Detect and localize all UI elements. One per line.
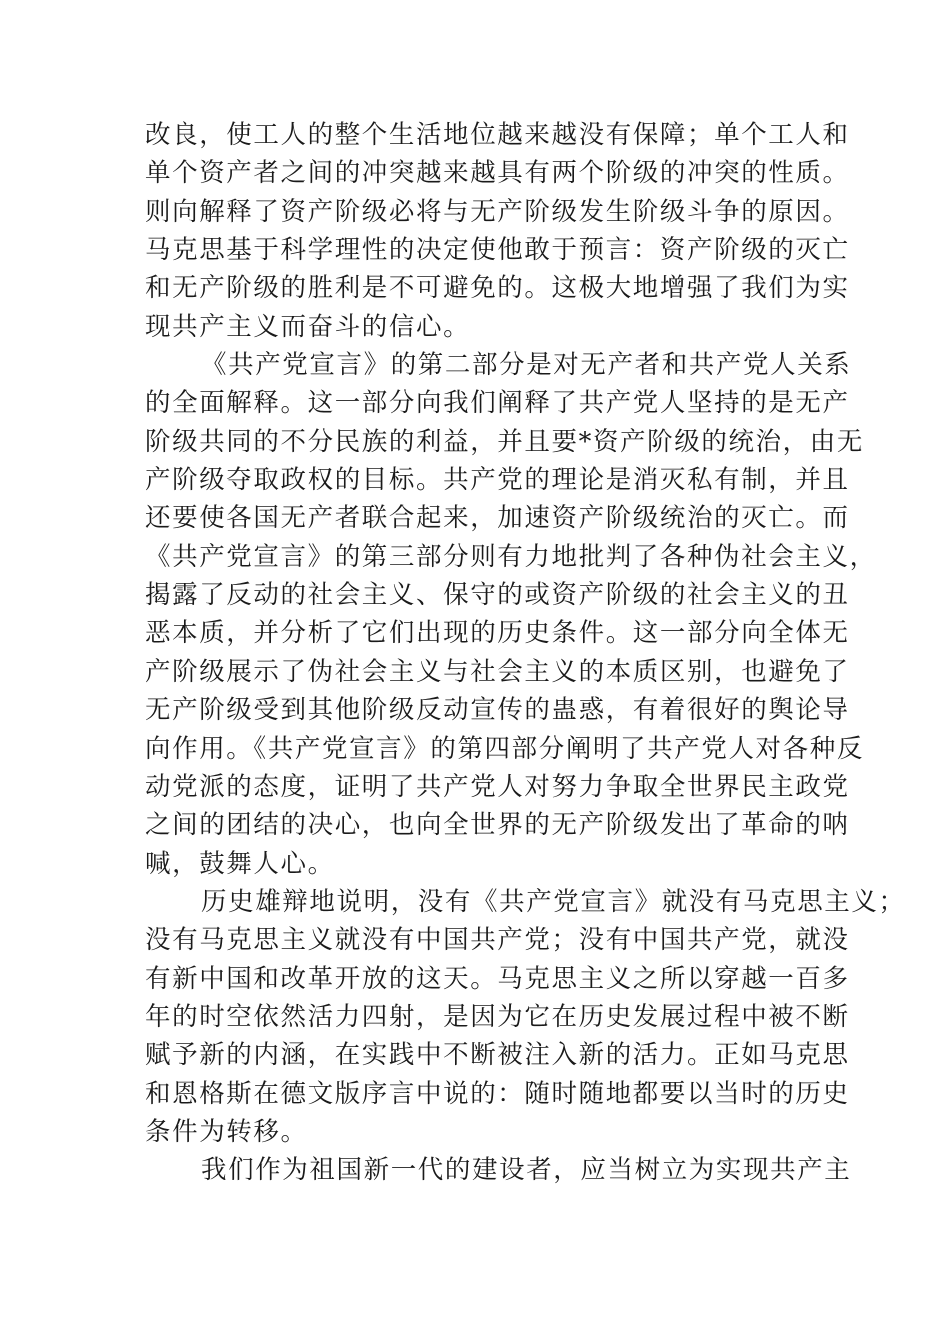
text-line: 阶级共同的不分民族的利益，并且要*资产阶级的统治，由无 (145, 426, 864, 457)
text-line: 无产阶级受到其他阶级反动宣传的蛊惑，有着很好的舆论导 (145, 695, 850, 726)
text-line: 没有马克思主义就没有中国共产党；没有中国共产党，就没 (145, 925, 850, 956)
text-line: 还要使各国无产者联合起来，加速资产阶级统治的灭亡。而 (145, 503, 850, 534)
text-line: 动党派的态度，证明了共产党人对努力争取全世界民主政党 (145, 771, 850, 802)
text-line: 之间的团结的决心，也向全世界的无产阶级发出了革命的呐 (145, 810, 850, 841)
text-line: 向作用。《共产党宣言》的第四部分阐明了共产党人对各种反 (145, 733, 864, 764)
text-line: 和恩格斯在德文版序言中说的：随时随地都要以当时的历史 (145, 1078, 850, 1109)
paragraph-start-line: 历史雄辩地说明，没有《共产党宣言》就没有马克思主义； (201, 886, 906, 917)
text-line: 《共产党宣言》的第三部分则有力地批判了各种伪社会主义， (145, 541, 877, 572)
text-line: 产阶级展示了伪社会主义与社会主义的本质区别，也避免了 (145, 656, 850, 687)
text-line: 有新中国和改革开放的这天。马克思主义之所以穿越一百多 (145, 963, 850, 994)
text-line: 揭露了反动的社会主义、保守的或资产阶级的社会主义的丑 (145, 580, 850, 611)
body-text (145, 116, 906, 1190)
text-line: 单个资产者之间的冲突越来越具有两个阶级的冲突的性质。 (145, 158, 850, 189)
text-line: 产阶级夺取政权的目标。共产党的理论是消灭私有制，并且 (145, 465, 850, 496)
text-line: 赋予新的内涵，在实践中不断被注入新的活力。正如马克思 (145, 1040, 850, 1071)
text-line: 的全面解释。这一部分向我们阐释了共产党人坚持的是无产 (145, 388, 850, 419)
text-line: 条件为转移。 (145, 1116, 308, 1147)
text-line: 改良，使工人的整个生活地位越来越没有保障；单个工人和 (145, 120, 850, 150)
text-line: 年的时空依然活力四射，是因为它在历史发展过程中被不断 (145, 1001, 850, 1032)
text-line: 和无产阶级的胜利是不可避免的。这极大地增强了我们为实 (145, 273, 850, 304)
paragraph-start-line: 《共产党宣言》的第二部分是对无产者和共产党人关系 (201, 350, 852, 381)
paragraph-start-line: 我们作为祖国新一代的建设者，应当树立为实现共产主 (201, 1155, 852, 1186)
text-line: 恶本质，并分析了它们出现的历史条件。这一部分向全体无 (145, 618, 850, 649)
text-line: 则向解释了资产阶级必将与无产阶级发生阶级斗争的原因。 (145, 196, 850, 227)
text-line: 现共产主义而奋斗的信心。 (145, 311, 471, 342)
text-line: 喊，鼓舞人心。 (145, 848, 335, 879)
text-line: 马克思基于科学理性的决定使他敢于预言：资产阶级的灭亡 (145, 235, 850, 266)
